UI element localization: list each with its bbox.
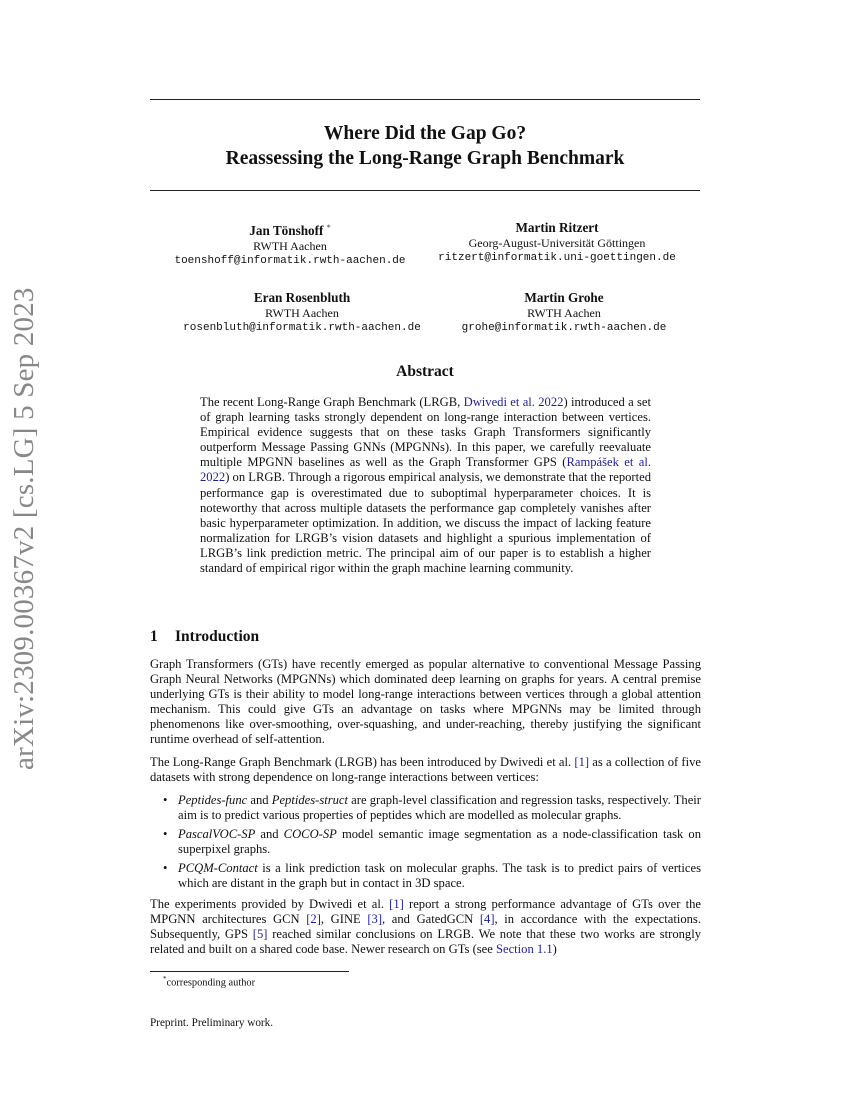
abstract-text: ) on LRGB. Through a rigorous empirical analysis, we demonstrate that the reported performance gap is overestimated due to suboptimal hyperparameter choices. It is noteworthy that across multiple datasets the performance gap completely vanishes after basic hyperparameter optimization. In addition, we discuss the impact of lacking feature normalization for LRGB’s vision datasets and highlight a spurious implementation of LRGB’s link prediction metric. The principal aim of our paper is to establish a higher standard of empirical rigor within the graph machine learning community. — [200, 470, 651, 576]
paper-title — [150, 121, 700, 171]
reference-link[interactable]: [3] — [367, 912, 383, 927]
reference-link[interactable]: [2] — [306, 912, 321, 927]
footnote-text: corresponding author — [166, 977, 256, 989]
list-text: and — [247, 793, 272, 807]
dataset-name: PCQM-Contact — [178, 861, 258, 876]
citation-link[interactable]: Rampášek et al. 2022 — [200, 455, 651, 485]
author-affiliation: RWTH Aachen — [265, 306, 339, 320]
paragraph-text: , GINE — [320, 912, 368, 927]
list-item — [150, 827, 701, 857]
dataset-name: COCO-SP — [283, 827, 337, 842]
list-text: is a link prediction task on molecular graphs. The task is to predict pairs of vertices which are distant in the graph but in contact in 3D space. — [178, 861, 701, 891]
bullet-icon: • — [163, 793, 168, 807]
reference-link[interactable]: [1] — [574, 755, 590, 769]
list-item — [150, 861, 701, 891]
footnote-rule — [150, 971, 349, 972]
section-heading — [150, 628, 259, 646]
title-line-1: Where Did the Gap Go? — [323, 123, 527, 144]
author-block — [412, 220, 702, 266]
dataset-name: PascalVOC-SP — [178, 827, 256, 842]
paragraph-text: reached similar conclusions on LRGB. We note that these two works are strongly related and built on a shared code base. Newer research on GTs (see — [150, 927, 702, 957]
abstract-text: The recent Long-Range Graph Benchmark (LRGB, — [200, 395, 464, 409]
paragraph-text: as a collection of five datasets with strong dependence on long-range interactions between vertices: — [150, 755, 701, 785]
author-email[interactable]: rosenbluth@informatik.rwth-aachen.de — [183, 322, 421, 334]
abstract-heading: Abstract — [396, 363, 454, 380]
list-text: and — [255, 827, 284, 842]
section-title: Introduction — [175, 628, 260, 645]
dataset-name: Peptides-struct — [271, 793, 349, 807]
author-block — [157, 290, 447, 336]
intro-paragraph-1: Graph Transformers (GTs) have recently emerged as popular alternative to conventional Message Passing Graph Neural Networks (MPGNNs) which dominated deep learning on graphs for years. A central premise underlying GTs is their ability to model long-range interactions between vertices through a global attention mechanism. This could give GTs an advantage on tasks where MPGNNs may be limited through phenomenons like over-smoothing, over-squashing, and under-reaching, thereby justifying the significant runtime overhead of self-attention. — [150, 657, 701, 747]
intro-paragraph-2 — [150, 755, 701, 785]
author-block — [145, 220, 435, 269]
author-name: Eran Rosenbluth — [253, 290, 351, 305]
title-line-2: Reassessing the Long-Range Graph Benchmark — [225, 148, 625, 169]
citation-link[interactable]: Dwivedi et al. 2022 — [463, 395, 564, 409]
bullet-icon: • — [163, 827, 168, 842]
title-top-rule — [150, 99, 700, 100]
footnote — [163, 973, 255, 989]
author-email[interactable]: ritzert@informatik.uni-goettingen.de — [438, 252, 676, 264]
dataset-name: Peptides-func — [178, 793, 248, 807]
footnote-mark[interactable]: * — [326, 223, 331, 232]
list-text: model semantic image segmentation as a node-classification task on superpixel graphs. — [178, 827, 701, 857]
abstract-text: ) introduced a set of graph learning tasks strongly dependent on long-range interaction between vertices. Empirical evidence suggests that on these tasks Graph Transformers significantly outperform Message Passing GNNs (MPGNNs). In this paper, we carefully reevaluate multiple MPGNN baselines as well as the Graph Transformer GPS ( — [200, 395, 651, 470]
reference-link[interactable]: [4] — [479, 912, 495, 927]
author-block — [419, 290, 709, 336]
paragraph-text: ) — [552, 942, 557, 957]
section-link[interactable]: Section 1.1 — [496, 942, 553, 957]
paragraph-text: The experiments provided by Dwivedi et al. — [150, 897, 390, 911]
paragraph-text: , and GatedGCN — [382, 912, 480, 927]
title-bottom-rule — [150, 190, 700, 191]
footnote-mark: * — [163, 975, 167, 983]
bullet-icon: • — [163, 861, 168, 876]
author-email[interactable]: grohe@informatik.rwth-aachen.de — [461, 322, 667, 334]
author-affiliation: Georg-August-Universität Göttingen — [468, 236, 646, 250]
dataset-list — [150, 793, 701, 896]
paragraph-text: , in accordance with the expectations. Subsequently, GPS — [150, 912, 701, 942]
author-affiliation: RWTH Aachen — [253, 239, 327, 253]
author-name: Martin Grohe — [524, 290, 604, 305]
abstract-body — [200, 395, 651, 576]
list-item — [150, 793, 701, 823]
author-name: Martin Ritzert — [515, 220, 599, 235]
author-affiliation: RWTH Aachen — [527, 306, 601, 320]
author-name: Jan Tönshoff — [249, 223, 324, 238]
section-number: 1 — [150, 628, 158, 645]
reference-link[interactable]: [5] — [252, 927, 268, 942]
author-email[interactable]: toenshoff@informatik.rwth-aachen.de — [174, 255, 406, 267]
preprint-note: Preprint. Preliminary work. — [150, 1017, 274, 1029]
paragraph-text: The Long-Range Graph Benchmark (LRGB) has been introduced by Dwivedi et al. — [150, 755, 575, 769]
arxiv-stamp: arXiv:2309.00367v2 [cs.LG] 5 Sep 2023 — [8, 287, 40, 770]
intro-paragraph-3 — [150, 897, 701, 957]
paragraph-text: report a strong performance advantage of GTs over the MPGNN architectures GCN — [150, 897, 701, 927]
list-text: are graph-level classification and regression tasks, respectively. Their aim is to predict various properties of peptides which are modelled as molecular graphs. — [178, 793, 701, 823]
reference-link[interactable]: [1] — [389, 897, 404, 911]
